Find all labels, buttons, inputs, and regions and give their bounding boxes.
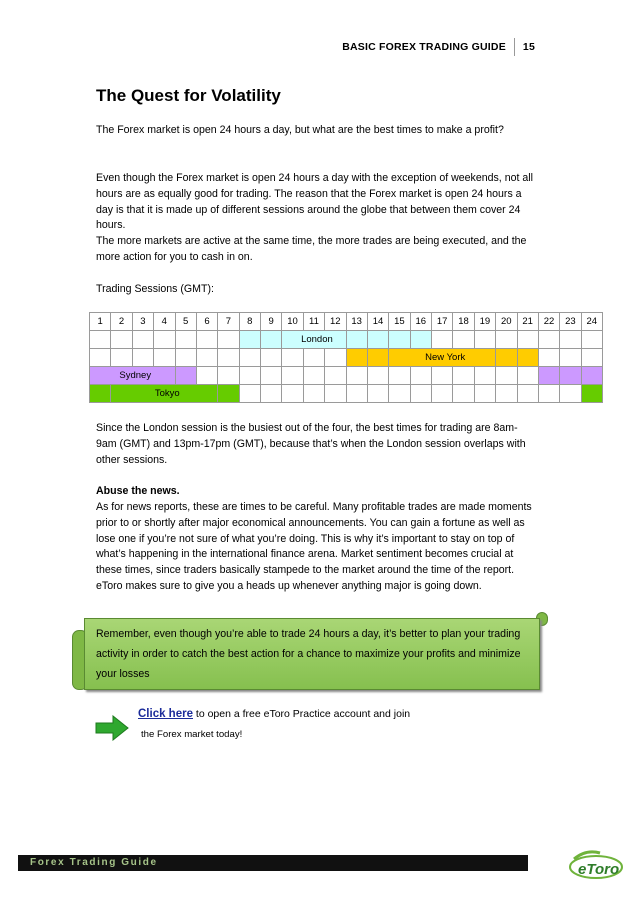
footer-label: Forex Trading Guide (30, 857, 158, 868)
hour-cell: 3 (132, 313, 153, 331)
hour-cell: 10 (282, 313, 303, 331)
session-active-cell (496, 349, 517, 367)
session-active-cell (218, 385, 239, 403)
session-empty-cell (581, 349, 602, 367)
cta-text: to open a free eToro Practice account and join (192, 708, 411, 720)
session-empty-cell (346, 367, 367, 385)
session-empty-cell (111, 331, 132, 349)
session-empty-cell (282, 367, 303, 385)
session-empty-cell (303, 349, 324, 367)
session-active-cell (239, 331, 260, 349)
session-empty-cell (474, 367, 495, 385)
session-row-tokyo (90, 385, 603, 403)
hour-cell: 17 (432, 313, 453, 331)
hours-row (90, 313, 603, 331)
session-empty-cell (261, 385, 282, 403)
hour-cell: 19 (474, 313, 495, 331)
session-empty-cell (303, 385, 324, 403)
paragraph-sessions: Even though the Forex market is open 24 hours a day with the exception of weekends, not all hours are as equally good for trading. The reason that the Forex market is open 24 hours a day is that it is made up of different sessions around the globe that between them cover 24 hours. (96, 172, 533, 232)
session-active-cell (175, 367, 196, 385)
session-empty-cell (560, 331, 581, 349)
hour-cell: 6 (196, 313, 217, 331)
hour-cell: 2 (111, 313, 132, 331)
session-label: London (282, 331, 346, 349)
session-empty-cell (517, 367, 538, 385)
session-active-cell (346, 331, 367, 349)
session-empty-cell (346, 385, 367, 403)
paragraph-news: As for news reports, these are times to be careful. Many profitable trades are made moments prior to or shortly after major economical announcements. You can gain a fortune as well as lose one if you’re not sure of what you’re doing. This is why it’s important to stay on top of what’s happening in the international finance arena. Market sentiment becomes crucial at these times, since traders basically stampede to the market around the time of the report. eToro makes sure to give you a heads up whenever anything major is going down. (96, 501, 532, 592)
session-empty-cell (239, 349, 260, 367)
header-divider (514, 38, 515, 56)
session-label: New York (389, 349, 496, 367)
session-empty-cell (261, 367, 282, 385)
session-label: Tokyo (111, 385, 218, 403)
session-empty-cell (303, 367, 324, 385)
callout-text: Remember, even though you’re able to trade 24 hours a day, it’s better to plan your trading activity in order to catch the best action for a chance to maximize your profits and minimize your losses (96, 628, 521, 680)
session-empty-cell (196, 331, 217, 349)
session-active-cell (367, 331, 388, 349)
session-empty-cell (282, 349, 303, 367)
session-empty-cell (538, 331, 559, 349)
session-empty-cell (90, 349, 111, 367)
hour-cell: 1 (90, 313, 111, 331)
session-empty-cell (325, 349, 346, 367)
hour-cell: 18 (453, 313, 474, 331)
paragraph-intro: The Forex market is open 24 hours a day, but what are the best times to make a profit? (96, 124, 504, 136)
session-empty-cell (389, 367, 410, 385)
session-active-cell (581, 385, 602, 403)
news-heading: Abuse the news. (96, 485, 180, 497)
session-empty-cell (410, 367, 431, 385)
session-empty-cell (132, 349, 153, 367)
session-empty-cell (474, 331, 495, 349)
session-empty-cell (432, 367, 453, 385)
session-active-cell (90, 385, 111, 403)
session-empty-cell (175, 331, 196, 349)
session-active-cell (581, 367, 602, 385)
session-active-cell (389, 331, 410, 349)
footer-bar (18, 855, 528, 871)
hour-cell: 15 (389, 313, 410, 331)
session-active-cell (410, 331, 431, 349)
page-title: The Quest for Volatility (96, 86, 281, 105)
hour-cell: 13 (346, 313, 367, 331)
session-active-cell (538, 367, 559, 385)
session-empty-cell (154, 349, 175, 367)
session-empty-cell (538, 385, 559, 403)
session-empty-cell (560, 349, 581, 367)
hour-cell: 9 (261, 313, 282, 331)
session-empty-cell (90, 331, 111, 349)
hour-cell: 20 (496, 313, 517, 331)
hour-cell: 5 (175, 313, 196, 331)
session-row-new-york (90, 349, 603, 367)
session-empty-cell (432, 385, 453, 403)
cta-text-line2: the Forex market today! (141, 729, 243, 740)
session-label: Sydney (90, 367, 176, 385)
session-empty-cell (581, 331, 602, 349)
session-row-sydney (90, 367, 603, 385)
hour-cell: 22 (538, 313, 559, 331)
paragraph-markets-active: The more markets are active at the same time, the more trades are being executed, and the more action for you to cash in on. (96, 235, 527, 263)
session-empty-cell (517, 385, 538, 403)
session-empty-cell (218, 349, 239, 367)
session-empty-cell (560, 385, 581, 403)
session-active-cell (560, 367, 581, 385)
running-header (342, 38, 535, 56)
session-empty-cell (218, 331, 239, 349)
hour-cell: 16 (410, 313, 431, 331)
session-empty-cell (175, 349, 196, 367)
session-empty-cell (239, 385, 260, 403)
arrow-right-icon (95, 715, 129, 741)
session-empty-cell (517, 331, 538, 349)
hour-cell: 8 (239, 313, 260, 331)
session-empty-cell (389, 385, 410, 403)
callout-scroll (70, 612, 550, 690)
session-empty-cell (196, 367, 217, 385)
session-empty-cell (111, 349, 132, 367)
session-empty-cell (218, 367, 239, 385)
session-empty-cell (325, 367, 346, 385)
session-empty-cell (453, 367, 474, 385)
session-empty-cell (432, 331, 453, 349)
hour-cell: 11 (303, 313, 324, 331)
session-empty-cell (410, 385, 431, 403)
hour-cell: 23 (560, 313, 581, 331)
session-empty-cell (325, 385, 346, 403)
svg-text:eToro: eToro (578, 861, 620, 878)
session-active-cell (261, 331, 282, 349)
session-empty-cell (239, 367, 260, 385)
session-empty-cell (453, 385, 474, 403)
hour-cell: 4 (154, 313, 175, 331)
session-empty-cell (496, 331, 517, 349)
session-row-london (90, 331, 603, 349)
paragraph-london: Since the London session is the busiest out of the four, the best times for trading are 8am-9am (GMT) and 13pm-17pm (GMT), because that’s when the London session overlaps with other sessions. (96, 422, 526, 466)
hour-cell: 7 (218, 313, 239, 331)
session-active-cell (517, 349, 538, 367)
session-empty-cell (367, 367, 388, 385)
session-empty-cell (282, 385, 303, 403)
session-empty-cell (196, 349, 217, 367)
doc-title: BASIC FOREX TRADING GUIDE (342, 41, 506, 53)
session-empty-cell (538, 349, 559, 367)
session-empty-cell (132, 331, 153, 349)
etoro-logo (566, 847, 626, 881)
page-number: 15 (522, 41, 535, 53)
session-active-cell (367, 349, 388, 367)
session-empty-cell (367, 385, 388, 403)
trading-sessions-label: Trading Sessions (GMT): (96, 283, 214, 295)
session-empty-cell (154, 331, 175, 349)
session-active-cell (346, 349, 367, 367)
cta-line (138, 708, 410, 720)
click-here-link[interactable]: Click here (138, 708, 193, 720)
session-empty-cell (496, 367, 517, 385)
session-empty-cell (453, 331, 474, 349)
trading-sessions-table (89, 312, 603, 403)
hour-cell: 12 (325, 313, 346, 331)
hour-cell: 24 (581, 313, 602, 331)
session-empty-cell (496, 385, 517, 403)
session-empty-cell (474, 385, 495, 403)
session-empty-cell (261, 349, 282, 367)
hour-cell: 21 (517, 313, 538, 331)
hour-cell: 14 (367, 313, 388, 331)
